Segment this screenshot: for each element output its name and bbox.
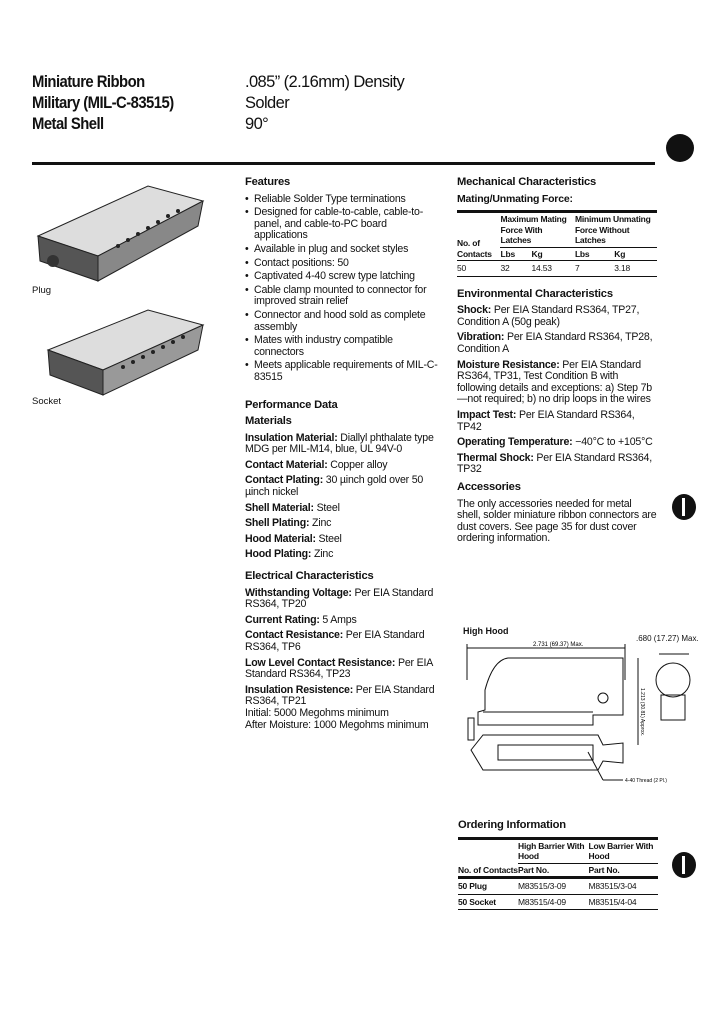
spec-detail: After Moisture: 1000 Megohms minimum (245, 718, 429, 731)
dim-width: .680 (17.27) Max. (636, 634, 699, 643)
header-line: Miniature Ribbon (32, 73, 145, 91)
feature-item: • Contact positions: 50 (245, 258, 443, 270)
spec-item: Hood Plating: Zinc (245, 548, 334, 561)
spec-item: Shock: Per EIA Standard RS364, TP27, Condition A (50g peak) (457, 304, 640, 328)
features-heading: Features (245, 176, 291, 188)
feature-item: • Connector and hood sold as complete assembly (245, 310, 443, 333)
feature-item: • Mates with industry compatible connectors (245, 335, 443, 358)
spec-item: Operating Temperature: −40°C to +105°C (457, 436, 653, 449)
spec-item: Impact Test: Per EIA Standard RS364, TP42 (457, 409, 635, 433)
ordering-table (458, 837, 658, 911)
header-line: 90° (245, 115, 269, 133)
mating-force-table (457, 210, 657, 277)
table-row: 50 Socket M83515/4-09 M83515/4-04 (458, 894, 658, 910)
header-line: Solder (245, 94, 290, 112)
unit-header: Kg (614, 248, 626, 259)
ordering-section (458, 820, 658, 910)
feature-item: • Captivated 4-40 screw type latching (245, 271, 443, 283)
feature-item: • Cable clamp mounted to connector for improved strain relief (245, 285, 443, 308)
spec-item: Current Rating: 5 Amps (245, 613, 357, 626)
spec-item: Hood Material: Steel (245, 532, 342, 545)
environmental-heading: Environmental Characteristics (457, 287, 613, 300)
header-right (245, 72, 404, 135)
col-header: High Barrier With Hood (518, 838, 589, 863)
performance-heading: Performance Data (245, 398, 338, 411)
mating-force-heading: Mating/Unmating Force: (457, 192, 573, 205)
spec-item: Vibration: Per EIA Standard RS364, TP28, Condition A (457, 331, 653, 356)
high-hood-drawing (463, 640, 693, 785)
header-left (32, 72, 189, 135)
tab-marker-icon (672, 852, 696, 878)
unit-header: Kg (531, 248, 543, 259)
spec-item: Shell Plating: Zinc (245, 517, 332, 530)
materials-heading: Materials (245, 415, 292, 428)
right-column (457, 177, 657, 549)
unit-header: Lbs (500, 248, 515, 259)
col-header: Maximum Mating Force With Latches (500, 212, 574, 248)
spec-item: Insulation Resistence: Per EIA Standard RS364, TP21 (245, 683, 435, 708)
features-list (245, 194, 443, 384)
header-rule (32, 162, 655, 165)
plug-image (28, 176, 208, 286)
header-line: Metal Shell (32, 115, 104, 133)
spec-item: Insulation Material: Diallyl phthalate type MDG per MIL-M14, blue, UL 94V-0 (245, 431, 434, 456)
socket-label: Socket (32, 396, 62, 407)
col-header: No. of Contacts (458, 864, 518, 875)
header-line: .085” (2.16mm) Density (245, 73, 405, 91)
socket-image (38, 305, 208, 400)
spec-item: Shell Material: Steel (245, 501, 340, 514)
dim-height: 1.213 (30.81) Approx. (639, 688, 645, 737)
spec-item: Moisture Resistance: Per EIA Standard RS364, TP31, Test Condition B with following details and exceptions: a) Step 7b—not required; b) no drip loops in the wires (457, 358, 652, 406)
spec-item: Contact Plating: 30 µinch gold over 50 µinch nickel (245, 474, 424, 499)
tab-marker-icon (672, 494, 696, 520)
electrical-heading: Electrical Characteristics (245, 570, 374, 583)
col-header: Minimum Unmating Force Without Latches (575, 212, 657, 248)
drawing-title: High Hood (463, 626, 509, 636)
thread-callout: 4-40 Thread (2 Pl.) (625, 778, 667, 784)
spec-item: Withstanding Voltage: Per EIA Standard RS364, TP20 (245, 586, 434, 611)
table-row: 50 Plug M83515/3-09 M83515/3-04 (458, 878, 658, 895)
col-header: Low Barrier With Hood (589, 838, 658, 863)
plug-label: Plug (32, 285, 52, 296)
spec-item: Contact Material: Copper alloy (245, 458, 388, 471)
spec-item: Contact Resistance: Per EIA Standard RS364, TP6 (245, 629, 425, 653)
ordering-heading: Ordering Information (458, 819, 566, 831)
unit-header: Lbs (574, 248, 590, 259)
spec-item: Thermal Shock: Per EIA Standard RS364, TP32 (457, 451, 652, 476)
table-row: 50 32 14.53 7 3.18 (457, 263, 631, 274)
middle-column (245, 177, 443, 731)
feature-item: • Reliable Solder Type terminations (245, 194, 443, 206)
dim-length: 2.731 (69.37) Max. (533, 642, 584, 648)
feature-item: • Meets applicable requirements of MIL-C-83515 (245, 360, 443, 383)
col-header: No. of Contacts (457, 238, 492, 259)
accessories-text: The only accessories needed for metal shell, solder miniature ribbon connectors are dust covers. See page 35 for dust cover ordering information. (457, 497, 657, 545)
spec-item: Low Level Contact Resistance: Per EIA Standard RS364, TP23 (245, 656, 433, 681)
accessories-heading: Accessories (457, 481, 521, 493)
col-header: Part No. (588, 864, 620, 875)
tab-marker-icon (666, 134, 694, 162)
col-header: Part No. (518, 864, 549, 875)
header-line: Military (MIL-C-83515) (32, 94, 174, 112)
spec-detail: Initial: 5000 Megohms minimum (245, 706, 389, 719)
feature-item: • Available in plug and socket styles (245, 244, 443, 256)
mechanical-heading: Mechanical Characteristics (457, 176, 597, 188)
feature-item: • Designed for cable-to-cable, cable-to-panel, and cable-to-PC board applications (245, 207, 443, 242)
